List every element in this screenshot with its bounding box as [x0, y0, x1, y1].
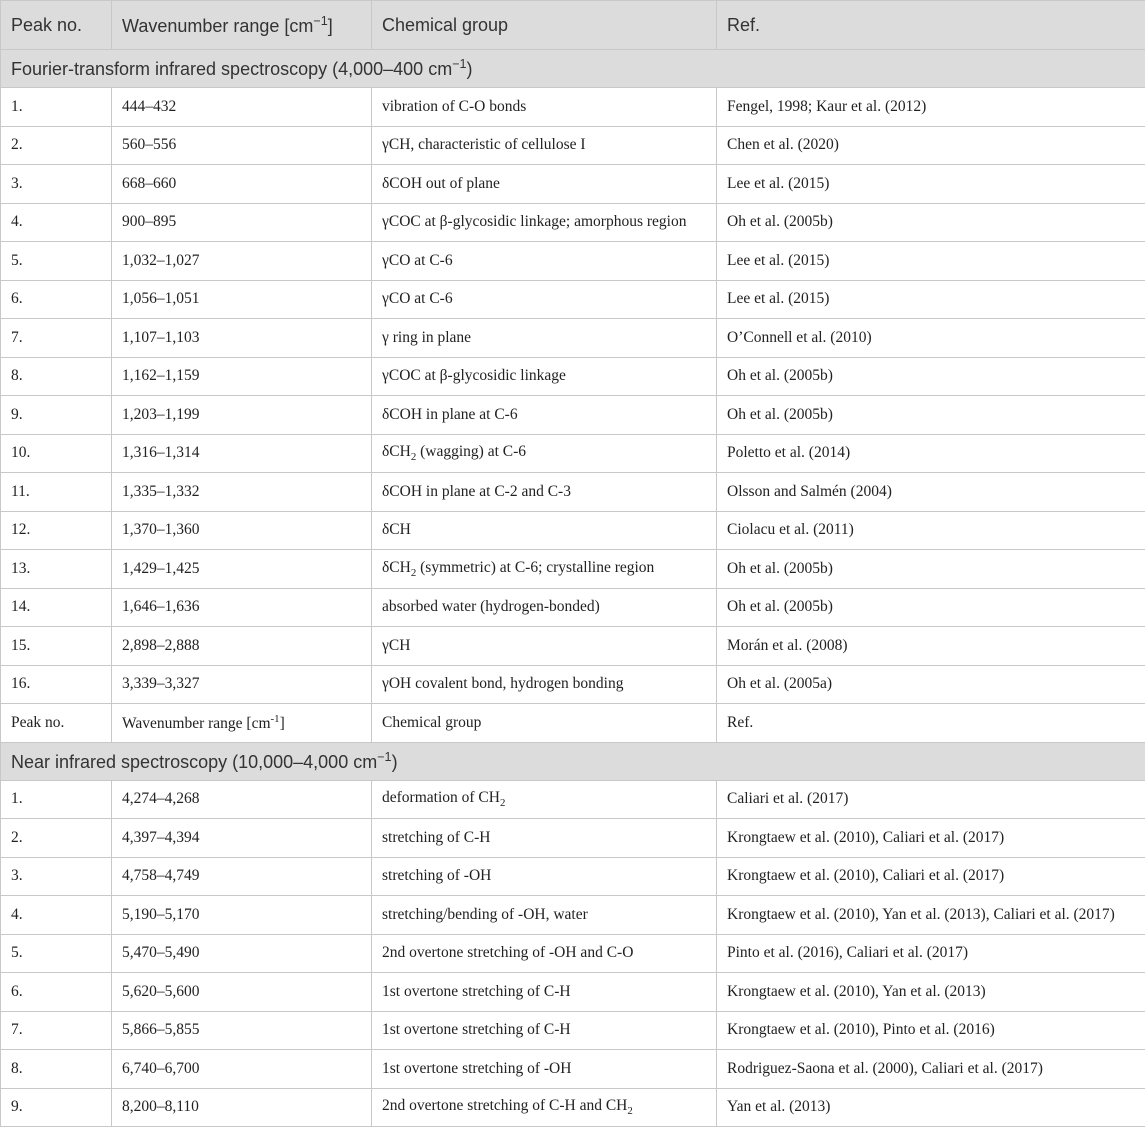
- peak-no-cell: 3.: [1, 165, 112, 204]
- repeat-header-chemical-group: Chemical group: [372, 704, 717, 743]
- ftir-row: [1, 357, 1145, 396]
- wavenumber-range-cell: 5,620–5,600: [112, 973, 372, 1012]
- ftir-row: [1, 126, 1145, 165]
- reference-cell: Oh et al. (2005b): [717, 588, 1145, 627]
- reference-cell: Krongtaew et al. (2010), Yan et al. (2013): [717, 973, 1145, 1012]
- reference-cell: Lee et al. (2015): [717, 165, 1145, 204]
- reference-cell: Pinto et al. (2016), Caliari et al. (2017): [717, 934, 1145, 973]
- wavenumber-range-cell: 4,397–4,394: [112, 819, 372, 858]
- section-ftir-title-sup: −1: [452, 57, 467, 71]
- wavenumber-range-cell: 560–556: [112, 126, 372, 165]
- chemical-group-subscript: 2: [627, 1105, 633, 1118]
- reference-cell: Oh et al. (2005b): [717, 203, 1145, 242]
- nir-row: [1, 896, 1145, 935]
- reference-cell: Oh et al. (2005b): [717, 357, 1145, 396]
- ftir-row: [1, 165, 1145, 204]
- wavenumber-range-cell: 6,740–6,700: [112, 1050, 372, 1089]
- table-body: [1, 50, 1145, 1127]
- chemical-group-cell: γCH: [372, 627, 717, 666]
- chemical-group-cell: [372, 1088, 717, 1127]
- ftir-row: [1, 203, 1145, 242]
- peak-no-cell: 7.: [1, 1011, 112, 1050]
- nir-row: [1, 973, 1145, 1012]
- ftir-row: [1, 319, 1145, 358]
- table-header: [1, 1, 1145, 50]
- reference-cell: Ciolacu et al. (2011): [717, 511, 1145, 550]
- repeat-header-range-text: Wavenumber range [cm: [122, 714, 271, 732]
- ftir-row: [1, 280, 1145, 319]
- nir-row: [1, 819, 1145, 858]
- header-range-text: Wavenumber range [cm: [122, 15, 314, 36]
- peak-no-cell: 1.: [1, 780, 112, 819]
- chemical-group-subscript: 2: [499, 797, 506, 810]
- ftir-row: [1, 627, 1145, 666]
- wavenumber-range-cell: 4,274–4,268: [112, 780, 372, 819]
- chemical-group-cell: δCH: [372, 511, 717, 550]
- wavenumber-range-cell: 1,056–1,051: [112, 280, 372, 319]
- chemical-group-cell: 1st overtone stretching of C-H: [372, 973, 717, 1012]
- nir-row: [1, 1088, 1145, 1127]
- section-nir-title: [1, 742, 1145, 780]
- chemical-group-cell: δCOH out of plane: [372, 165, 717, 204]
- peak-no-cell: 8.: [1, 357, 112, 396]
- header-chemical-group: Chemical group: [372, 1, 717, 50]
- peak-no-cell: 9.: [1, 396, 112, 435]
- chemical-group-cell: 2nd overtone stretching of -OH and C-O: [372, 934, 717, 973]
- header-ref: Ref.: [717, 1, 1145, 50]
- header-row: [1, 1, 1145, 50]
- peak-no-cell: 15.: [1, 627, 112, 666]
- chemical-group-text: δCH: [382, 443, 411, 461]
- chemical-group-text: δCH: [382, 558, 411, 576]
- peak-no-cell: 8.: [1, 1050, 112, 1089]
- section-ftir-title: [1, 50, 1145, 88]
- section-ftir: [1, 50, 1145, 88]
- reference-cell: Morán et al. (2008): [717, 627, 1145, 666]
- wavenumber-range-cell: 4,758–4,749: [112, 857, 372, 896]
- header-range-sup: −1: [313, 13, 328, 28]
- chemical-group-subscript: 2: [410, 566, 417, 579]
- header-range-end: ]: [327, 15, 333, 36]
- reference-cell: Caliari et al. (2017): [717, 780, 1145, 819]
- repeat-header-ref: Ref.: [717, 704, 1145, 743]
- wavenumber-range-cell: 1,335–1,332: [112, 473, 372, 512]
- section-nir-title-text: Near infrared spectroscopy (10,000–4,000 cm: [11, 751, 378, 772]
- section-nir-title-end: ): [391, 751, 398, 772]
- chemical-group-cell: γCH, characteristic of cellulose I: [372, 126, 717, 165]
- reference-cell: Rodriguez-Saona et al. (2000), Caliari et al. (2017): [717, 1050, 1145, 1089]
- chemical-group-text: 2nd overtone stretching of C-H and CH: [382, 1097, 628, 1115]
- wavenumber-range-cell: 1,032–1,027: [112, 242, 372, 281]
- wavenumber-range-cell: 1,429–1,425: [112, 550, 372, 589]
- ftir-row: [1, 242, 1145, 281]
- reference-cell: Chen et al. (2020): [717, 126, 1145, 165]
- wavenumber-range-cell: 2,898–2,888: [112, 627, 372, 666]
- section-nir-title-sup: −1: [377, 749, 392, 764]
- wavenumber-range-cell: 1,107–1,103: [112, 319, 372, 358]
- reference-cell: Lee et al. (2015): [717, 242, 1145, 281]
- peak-no-cell: 16.: [1, 665, 112, 704]
- peak-no-cell: 2.: [1, 819, 112, 858]
- peak-no-cell: 10.: [1, 434, 112, 473]
- reference-cell: Krongtaew et al. (2010), Caliari et al. (2017): [717, 857, 1145, 896]
- reference-cell: O’Connell et al. (2010): [717, 319, 1145, 358]
- ftir-row: [1, 511, 1145, 550]
- chemical-group-cell: stretching of C-H: [372, 819, 717, 858]
- chemical-group-subscript: 2: [410, 451, 417, 464]
- header-peak-no: Peak no.: [1, 1, 112, 50]
- chemical-group-cell: 1st overtone stretching of C-H: [372, 1011, 717, 1050]
- chemical-group-cell: 1st overtone stretching of -OH: [372, 1050, 717, 1089]
- chemical-group-text-end: (symmetric) at C-6; crystalline region: [416, 558, 655, 576]
- wavenumber-range-cell: 3,339–3,327: [112, 665, 372, 704]
- chemical-group-cell: δCOH in plane at C-6: [372, 396, 717, 435]
- reference-cell: Oh et al. (2005b): [717, 396, 1145, 435]
- ftir-row: [1, 396, 1145, 435]
- chemical-group-cell: [372, 434, 717, 473]
- peak-no-cell: 7.: [1, 319, 112, 358]
- wavenumber-range-cell: 5,866–5,855: [112, 1011, 372, 1050]
- section-ftir-title-text: Fourier-transform infrared spectroscopy (4,000–400 cm: [11, 59, 453, 79]
- nir-row: [1, 1050, 1145, 1089]
- peak-no-cell: 3.: [1, 857, 112, 896]
- ftir-row: [1, 665, 1145, 704]
- chemical-group-cell: vibration of C-O bonds: [372, 88, 717, 127]
- nir-row: [1, 857, 1145, 896]
- ftir-row: [1, 473, 1145, 512]
- peak-no-cell: 12.: [1, 511, 112, 550]
- chemical-group-cell: γOH covalent bond, hydrogen bonding: [372, 665, 717, 704]
- chemical-group-cell: γCO at C-6: [372, 242, 717, 281]
- section-nir: [1, 742, 1145, 780]
- nir-row: [1, 934, 1145, 973]
- reference-cell: Oh et al. (2005a): [717, 665, 1145, 704]
- chemical-group-text: deformation of CH: [382, 789, 500, 807]
- chemical-group-cell: stretching/bending of -OH, water: [372, 896, 717, 935]
- peak-no-cell: 6.: [1, 973, 112, 1012]
- reference-cell: Poletto et al. (2014): [717, 434, 1145, 473]
- peak-no-cell: 2.: [1, 126, 112, 165]
- reference-cell: Krongtaew et al. (2010), Pinto et al. (2016): [717, 1011, 1145, 1050]
- ftir-row: [1, 434, 1145, 473]
- peak-no-cell: 9.: [1, 1088, 112, 1127]
- wavenumber-range-cell: 5,470–5,490: [112, 934, 372, 973]
- reference-cell: Yan et al. (2013): [717, 1088, 1145, 1127]
- nir-row: [1, 1011, 1145, 1050]
- ftir-row: [1, 588, 1145, 627]
- repeat-header-wavenumber-range: [112, 704, 372, 743]
- section-ftir-title-end: ): [466, 59, 473, 79]
- chemical-group-cell: γ ring in plane: [372, 319, 717, 358]
- peak-no-cell: 4.: [1, 203, 112, 242]
- chemical-group-cell: δCOH in plane at C-2 and C-3: [372, 473, 717, 512]
- peak-no-cell: 5.: [1, 242, 112, 281]
- peak-no-cell: 14.: [1, 588, 112, 627]
- chemical-group-cell: stretching of -OH: [372, 857, 717, 896]
- peak-no-cell: 13.: [1, 550, 112, 589]
- peak-no-cell: 6.: [1, 280, 112, 319]
- wavenumber-range-cell: 1,162–1,159: [112, 357, 372, 396]
- reference-cell: Krongtaew et al. (2010), Caliari et al. (2017): [717, 819, 1145, 858]
- chemical-group-text-end: (wagging) at C-6: [416, 443, 527, 461]
- wavenumber-range-cell: 1,370–1,360: [112, 511, 372, 550]
- repeat-header-range-sup: -1: [270, 712, 280, 725]
- peak-no-cell: 11.: [1, 473, 112, 512]
- reference-cell: Lee et al. (2015): [717, 280, 1145, 319]
- wavenumber-range-cell: 1,316–1,314: [112, 434, 372, 473]
- header-wavenumber-range: [112, 1, 372, 50]
- wavenumber-range-cell: 8,200–8,110: [112, 1088, 372, 1127]
- repeat-header-row: [1, 704, 1145, 743]
- chemical-group-cell: absorbed water (hydrogen-bonded): [372, 588, 717, 627]
- wavenumber-range-cell: 1,646–1,636: [112, 588, 372, 627]
- ftir-row: [1, 550, 1145, 589]
- peak-no-cell: 5.: [1, 934, 112, 973]
- reference-cell: Krongtaew et al. (2010), Yan et al. (2013), Caliari et al. (2017): [717, 896, 1145, 935]
- ftir-row: [1, 88, 1145, 127]
- wavenumber-range-cell: 900–895: [112, 203, 372, 242]
- chemical-group-cell: [372, 550, 717, 589]
- chemical-group-cell: γCOC at β-glycosidic linkage; amorphous region: [372, 203, 717, 242]
- wavenumber-range-cell: 1,203–1,199: [112, 396, 372, 435]
- chemical-group-cell: γCO at C-6: [372, 280, 717, 319]
- wavenumber-range-cell: 668–660: [112, 165, 372, 204]
- chemical-group-cell: γCOC at β-glycosidic linkage: [372, 357, 717, 396]
- nir-row: [1, 780, 1145, 819]
- repeat-header-range-end: ]: [279, 714, 285, 732]
- peak-no-cell: 4.: [1, 896, 112, 935]
- reference-cell: Oh et al. (2005b): [717, 550, 1145, 589]
- repeat-header-peak-no: Peak no.: [1, 704, 112, 743]
- reference-cell: Olsson and Salmén (2004): [717, 473, 1145, 512]
- wavenumber-range-cell: 5,190–5,170: [112, 896, 372, 935]
- chemical-group-cell: [372, 780, 717, 819]
- wavenumber-range-cell: 444–432: [112, 88, 372, 127]
- peak-no-cell: 1.: [1, 88, 112, 127]
- reference-cell: Fengel, 1998; Kaur et al. (2012): [717, 88, 1145, 127]
